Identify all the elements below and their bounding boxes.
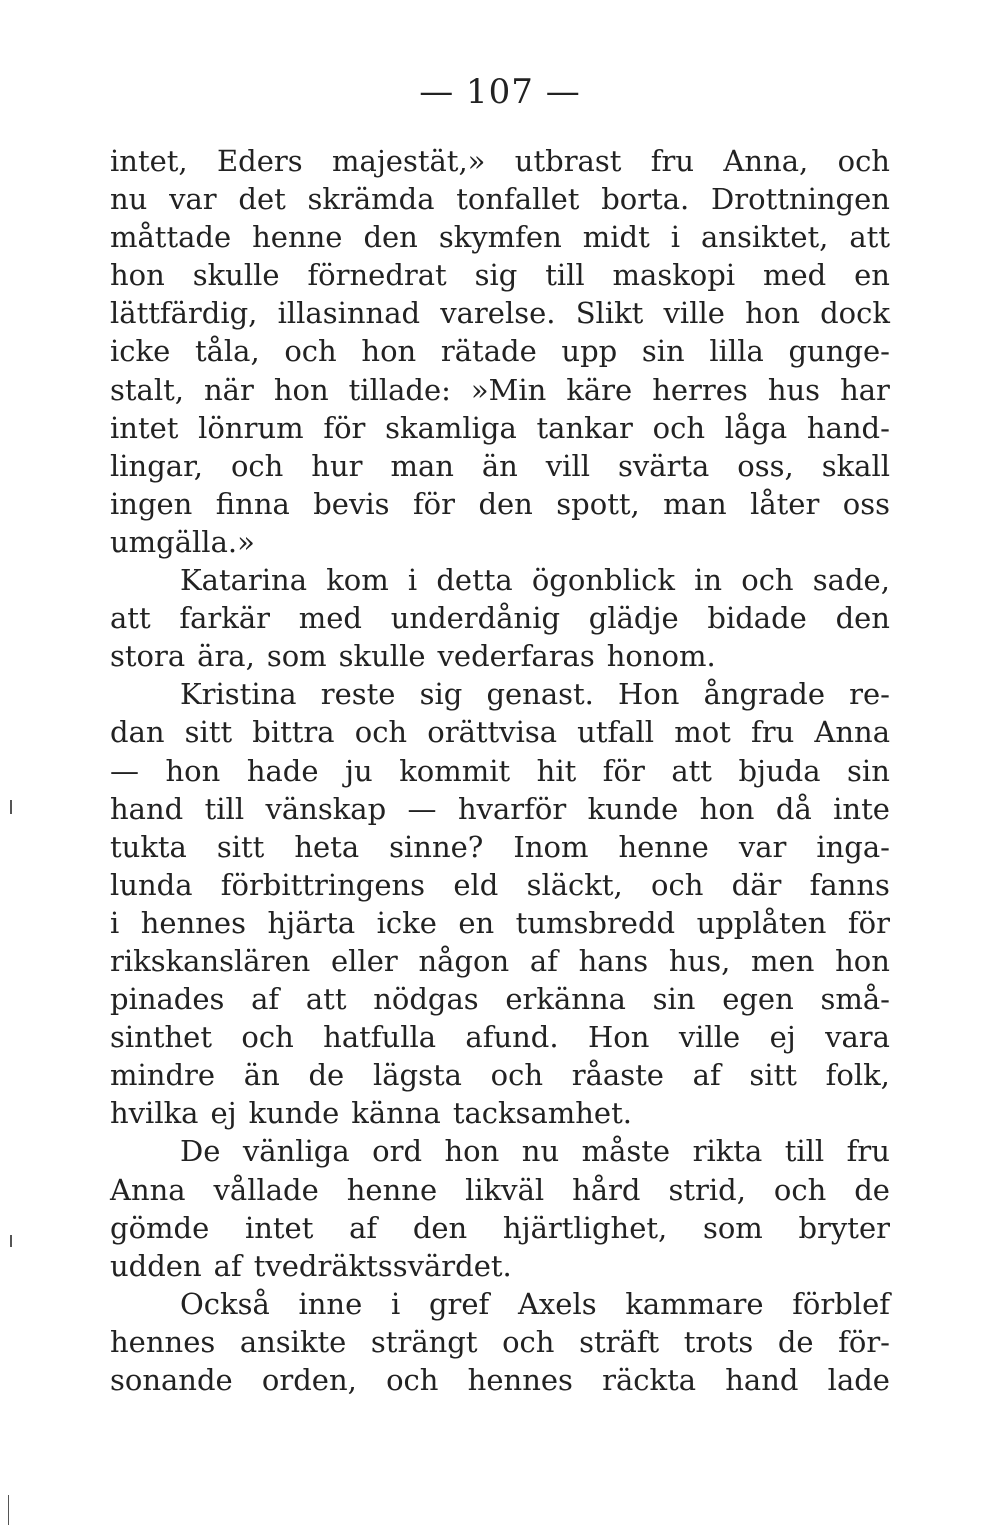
word: hon [835,943,890,978]
word: och [741,563,794,598]
word: sitt [216,829,265,864]
word: spott, [556,486,640,521]
text-line [110,637,890,675]
word: intet, [110,144,188,178]
word: fru [750,715,795,750]
word: eld [453,867,499,902]
word: hand [110,791,184,826]
word: och [284,334,337,369]
word: — [110,753,139,788]
text-line [110,485,890,523]
word: henne [252,220,343,255]
word: Eders [217,144,303,178]
word: att [305,982,347,1017]
text-line [110,752,890,790]
text-line [110,180,890,218]
word: kom [326,563,389,598]
word: hjärta [267,905,356,940]
word: rätade [440,334,537,369]
word: glädje [588,601,679,636]
word: tacksamhet. [452,1096,632,1131]
text-line [110,447,890,485]
word: oss, [737,448,794,483]
word: sin [641,334,685,369]
word: där [731,867,782,902]
word: ville [663,296,725,331]
word: Kristina [180,677,297,712]
word: hade [246,753,319,788]
word: bjuda [738,753,821,788]
word: ord [372,1134,423,1169]
word: hus [767,372,821,407]
word: af [213,1248,242,1283]
word: hon [273,372,329,407]
word: finna [215,486,290,521]
word: hon [745,296,800,331]
text-line [110,1094,890,1132]
word: de [308,1058,345,1093]
word: som [266,639,327,674]
text-line [110,1056,890,1094]
word: Axels [517,1286,597,1321]
word: folk, [825,1058,890,1093]
word: varelse. [440,296,556,331]
word: och [502,1324,555,1359]
text-line [110,142,890,180]
word: utfall [577,715,655,750]
word: skamliga [385,410,517,445]
word: vill [545,448,591,483]
text-line [110,1018,890,1056]
word: lunda [110,867,193,902]
text-line [110,828,890,866]
word: fru [650,144,695,178]
word: hon [444,1134,500,1169]
page-number: — 107 — [419,72,581,112]
word: dan [110,715,165,750]
word: oss [842,486,890,521]
word: tillade: [348,372,451,407]
word: då [775,791,812,826]
word: till [545,258,585,293]
word: sinne? [389,829,484,864]
word: re- [849,677,890,712]
text-line [110,713,890,751]
word: och [354,715,408,750]
word: och [386,1363,439,1397]
word: bittra [252,715,335,750]
word: låga [724,410,788,445]
word: upplåten [696,905,827,940]
word: hennes [140,905,246,940]
word: släckt, [526,867,623,902]
word: förblef [792,1286,890,1321]
text-line [110,1285,890,1323]
word: midt [582,220,650,255]
word: nu [521,1134,560,1169]
word: fru [846,1134,890,1169]
word: hon [165,753,221,788]
word: stora [110,639,186,674]
word: vänskap [265,791,387,826]
word: ära, [197,639,255,674]
word: Också [180,1286,270,1321]
word: pinades [110,982,225,1017]
word: för- [838,1324,890,1359]
text-line [110,409,890,447]
word: måste [581,1134,671,1169]
word: kammare [625,1286,764,1321]
word: de [777,1324,814,1359]
word: eller [331,943,398,978]
word: och [230,448,284,483]
word: Anna [814,715,890,750]
word: lägsta [372,1058,462,1093]
word: majestät,» [332,144,486,178]
word: till [204,791,245,826]
word: rikta [692,1134,763,1169]
word: för [412,486,456,521]
text-line [110,790,890,828]
word: — [407,791,437,826]
word: henne [346,1172,438,1207]
word: genast. [486,677,594,712]
word: inne [298,1286,363,1321]
text-line [110,942,890,980]
word: sitt [749,1058,797,1093]
scan-mark [8,1495,9,1525]
word: ingen [110,486,193,521]
word: sin [847,753,890,788]
text-line [110,866,890,904]
word: låter [750,486,820,521]
word: afund. [465,1020,559,1055]
word: och [773,1172,827,1207]
word: dock [820,296,890,331]
word: af [349,1210,378,1245]
word: svärta [617,448,710,483]
text-line [110,256,890,294]
word: skall [821,448,890,483]
word: intet [244,1210,314,1245]
word: lade [827,1363,890,1397]
word: hennes [110,1324,216,1359]
text-line [110,904,890,942]
word: än [481,448,518,483]
word: herres [652,372,748,407]
word: den [363,220,418,255]
text-line [110,371,890,409]
text-line [110,1209,890,1247]
word: lilla [709,334,764,369]
word: sitt [184,715,233,750]
word: till [784,1134,825,1169]
word: Anna [110,1172,186,1207]
word: illasinnad [277,296,421,331]
word: i [390,1286,401,1321]
word: mindre [110,1058,216,1093]
word: maskopi [612,258,736,293]
word: vederfaras [437,639,595,674]
scan-mark [10,800,12,814]
word: ej [769,1020,796,1055]
word: den [478,486,533,521]
word: hvilka [110,1096,199,1131]
word: än [243,1058,280,1093]
word: farkär [179,601,270,636]
word: har [840,372,890,407]
word: hennes [467,1363,573,1397]
word: för [847,905,890,940]
word: tankar [536,410,633,445]
word: mot [674,715,731,750]
word: hand [725,1363,799,1397]
word: ögonblick [531,563,675,598]
word: heta [294,829,360,864]
word: detta [436,563,513,598]
word: vänliga [242,1134,350,1169]
word: erkänna [505,982,626,1017]
word: gunge- [788,334,890,369]
word: den [412,1210,468,1245]
word: sig [474,258,518,293]
text-line [110,675,890,713]
word: de [854,1172,890,1207]
word: hon [699,791,755,826]
word: någon [418,943,510,978]
word: reste [320,677,396,712]
word: skrämda [307,182,435,217]
word: att [671,753,712,788]
word: lönrum [198,410,304,445]
word: förbittringens [220,867,426,902]
word: skulle [192,258,280,293]
word: i [670,220,681,255]
word: den [835,601,890,636]
word: en [854,258,890,293]
word: för [323,410,366,445]
word: in [694,563,723,598]
text-line [110,1171,890,1209]
word: fanns [809,867,890,902]
word: känna [351,1096,441,1131]
word: var [169,182,217,217]
word: nu [110,182,148,217]
text-line [110,1132,890,1170]
word: kunde [248,1096,340,1131]
word: hjärtlighet, [502,1210,668,1245]
word: tvedräktssvärdet. [253,1248,512,1283]
word: inte [833,791,890,826]
word: borta. [601,182,690,217]
word: tåla, [194,334,260,369]
word: Drottningen [711,182,890,217]
word: trots [683,1324,754,1359]
word: sin [652,982,696,1017]
word: tumsbredd [515,905,676,940]
word: för [602,753,645,788]
word: hur [311,448,363,483]
word: stalt, [110,372,184,407]
word: sade, [812,563,890,598]
text-line [110,294,890,332]
word: Hon [618,677,680,712]
text-line [110,523,890,561]
word: af [692,1058,721,1093]
text-line [110,1361,890,1399]
word: måttade [110,220,232,255]
word: råaste [571,1058,664,1093]
word: sig [419,677,463,712]
text-line [110,1323,890,1361]
word: ej [210,1096,237,1131]
word: räckta [602,1363,697,1397]
word: gömde [110,1210,210,1245]
word: orden, [261,1363,357,1397]
word: henne [618,829,709,864]
scan-mark [10,1235,12,1247]
word: och [652,410,706,445]
word: hus, [668,943,731,978]
word: skulle [338,639,426,674]
word: orättvisa [427,715,558,750]
word: vållade [213,1172,319,1207]
word: skymfen [438,220,562,255]
word: det [238,182,286,217]
word: förnedrat [307,258,447,293]
word: af [251,982,280,1017]
word: upp [561,334,618,369]
word: var [738,829,787,864]
word: i [110,905,120,940]
word: hatfulla [323,1020,437,1055]
word: Inom [513,829,589,864]
word: ansiktet, [701,220,829,255]
word: inga- [816,829,890,864]
word: lättfärdig, [110,296,258,331]
word: bevis [313,486,390,521]
word: men [751,943,815,978]
text-line [110,218,890,256]
word: vara [825,1020,890,1055]
word: honom. [606,639,716,674]
word: rikskanslären [110,943,311,978]
word: i [407,563,418,598]
word: strängt [370,1324,478,1359]
word: gref [428,1286,490,1321]
word: udden [110,1248,202,1283]
word: tukta [110,829,187,864]
word: umgälla.» [110,524,255,559]
word: och [490,1058,544,1093]
word: strid, [668,1172,746,1207]
word: och [651,867,704,902]
word: hvarför [457,791,567,826]
word: tonfallet [456,182,580,217]
word: hård [572,1172,641,1207]
word: icke [376,905,437,940]
text-line [110,599,890,637]
word: icke [110,334,171,369]
text-line [110,1247,890,1285]
word: och [837,144,890,178]
word: hit [536,753,577,788]
word: hans [578,943,649,978]
word: små- [820,982,890,1017]
word: utbrast [514,144,622,178]
word: att [110,601,151,636]
word: hand- [806,410,890,445]
word: och [241,1020,294,1055]
word: hon [361,334,417,369]
word: lingar, [110,448,203,483]
word: sonande [110,1363,233,1397]
word: likväl [465,1172,545,1207]
word: med [762,258,827,293]
body-text [110,142,890,1399]
word: hon [110,258,165,293]
word: en [458,905,495,940]
text-line [110,561,890,599]
word: sträft [579,1324,660,1359]
word: Hon [587,1020,650,1055]
word: ju [345,753,373,788]
word: Slikt [575,296,644,331]
word: nödgas [373,982,479,1017]
word: ångrade [703,677,825,712]
word: ansikte [239,1324,347,1359]
word: intet [110,410,179,445]
word: kunde [587,791,679,826]
word: Katarina [180,563,308,598]
word: käre [566,372,633,407]
word: med [298,601,362,636]
text-line [110,980,890,1018]
word: ville [678,1020,741,1055]
word: som [702,1210,763,1245]
word: Anna, [723,144,809,178]
word: man [663,486,727,521]
word: bidade [707,601,807,636]
word: De [180,1134,221,1169]
word: af [529,943,558,978]
word: underdånig [390,601,561,636]
word: kommit [399,753,511,788]
word: man [390,448,454,483]
word: bryter [798,1210,890,1245]
text-line [110,332,890,370]
word: »Min [470,372,547,407]
word: egen [722,982,794,1017]
word: när [203,372,254,407]
word: att [849,220,890,255]
word: sinthet [110,1020,212,1055]
